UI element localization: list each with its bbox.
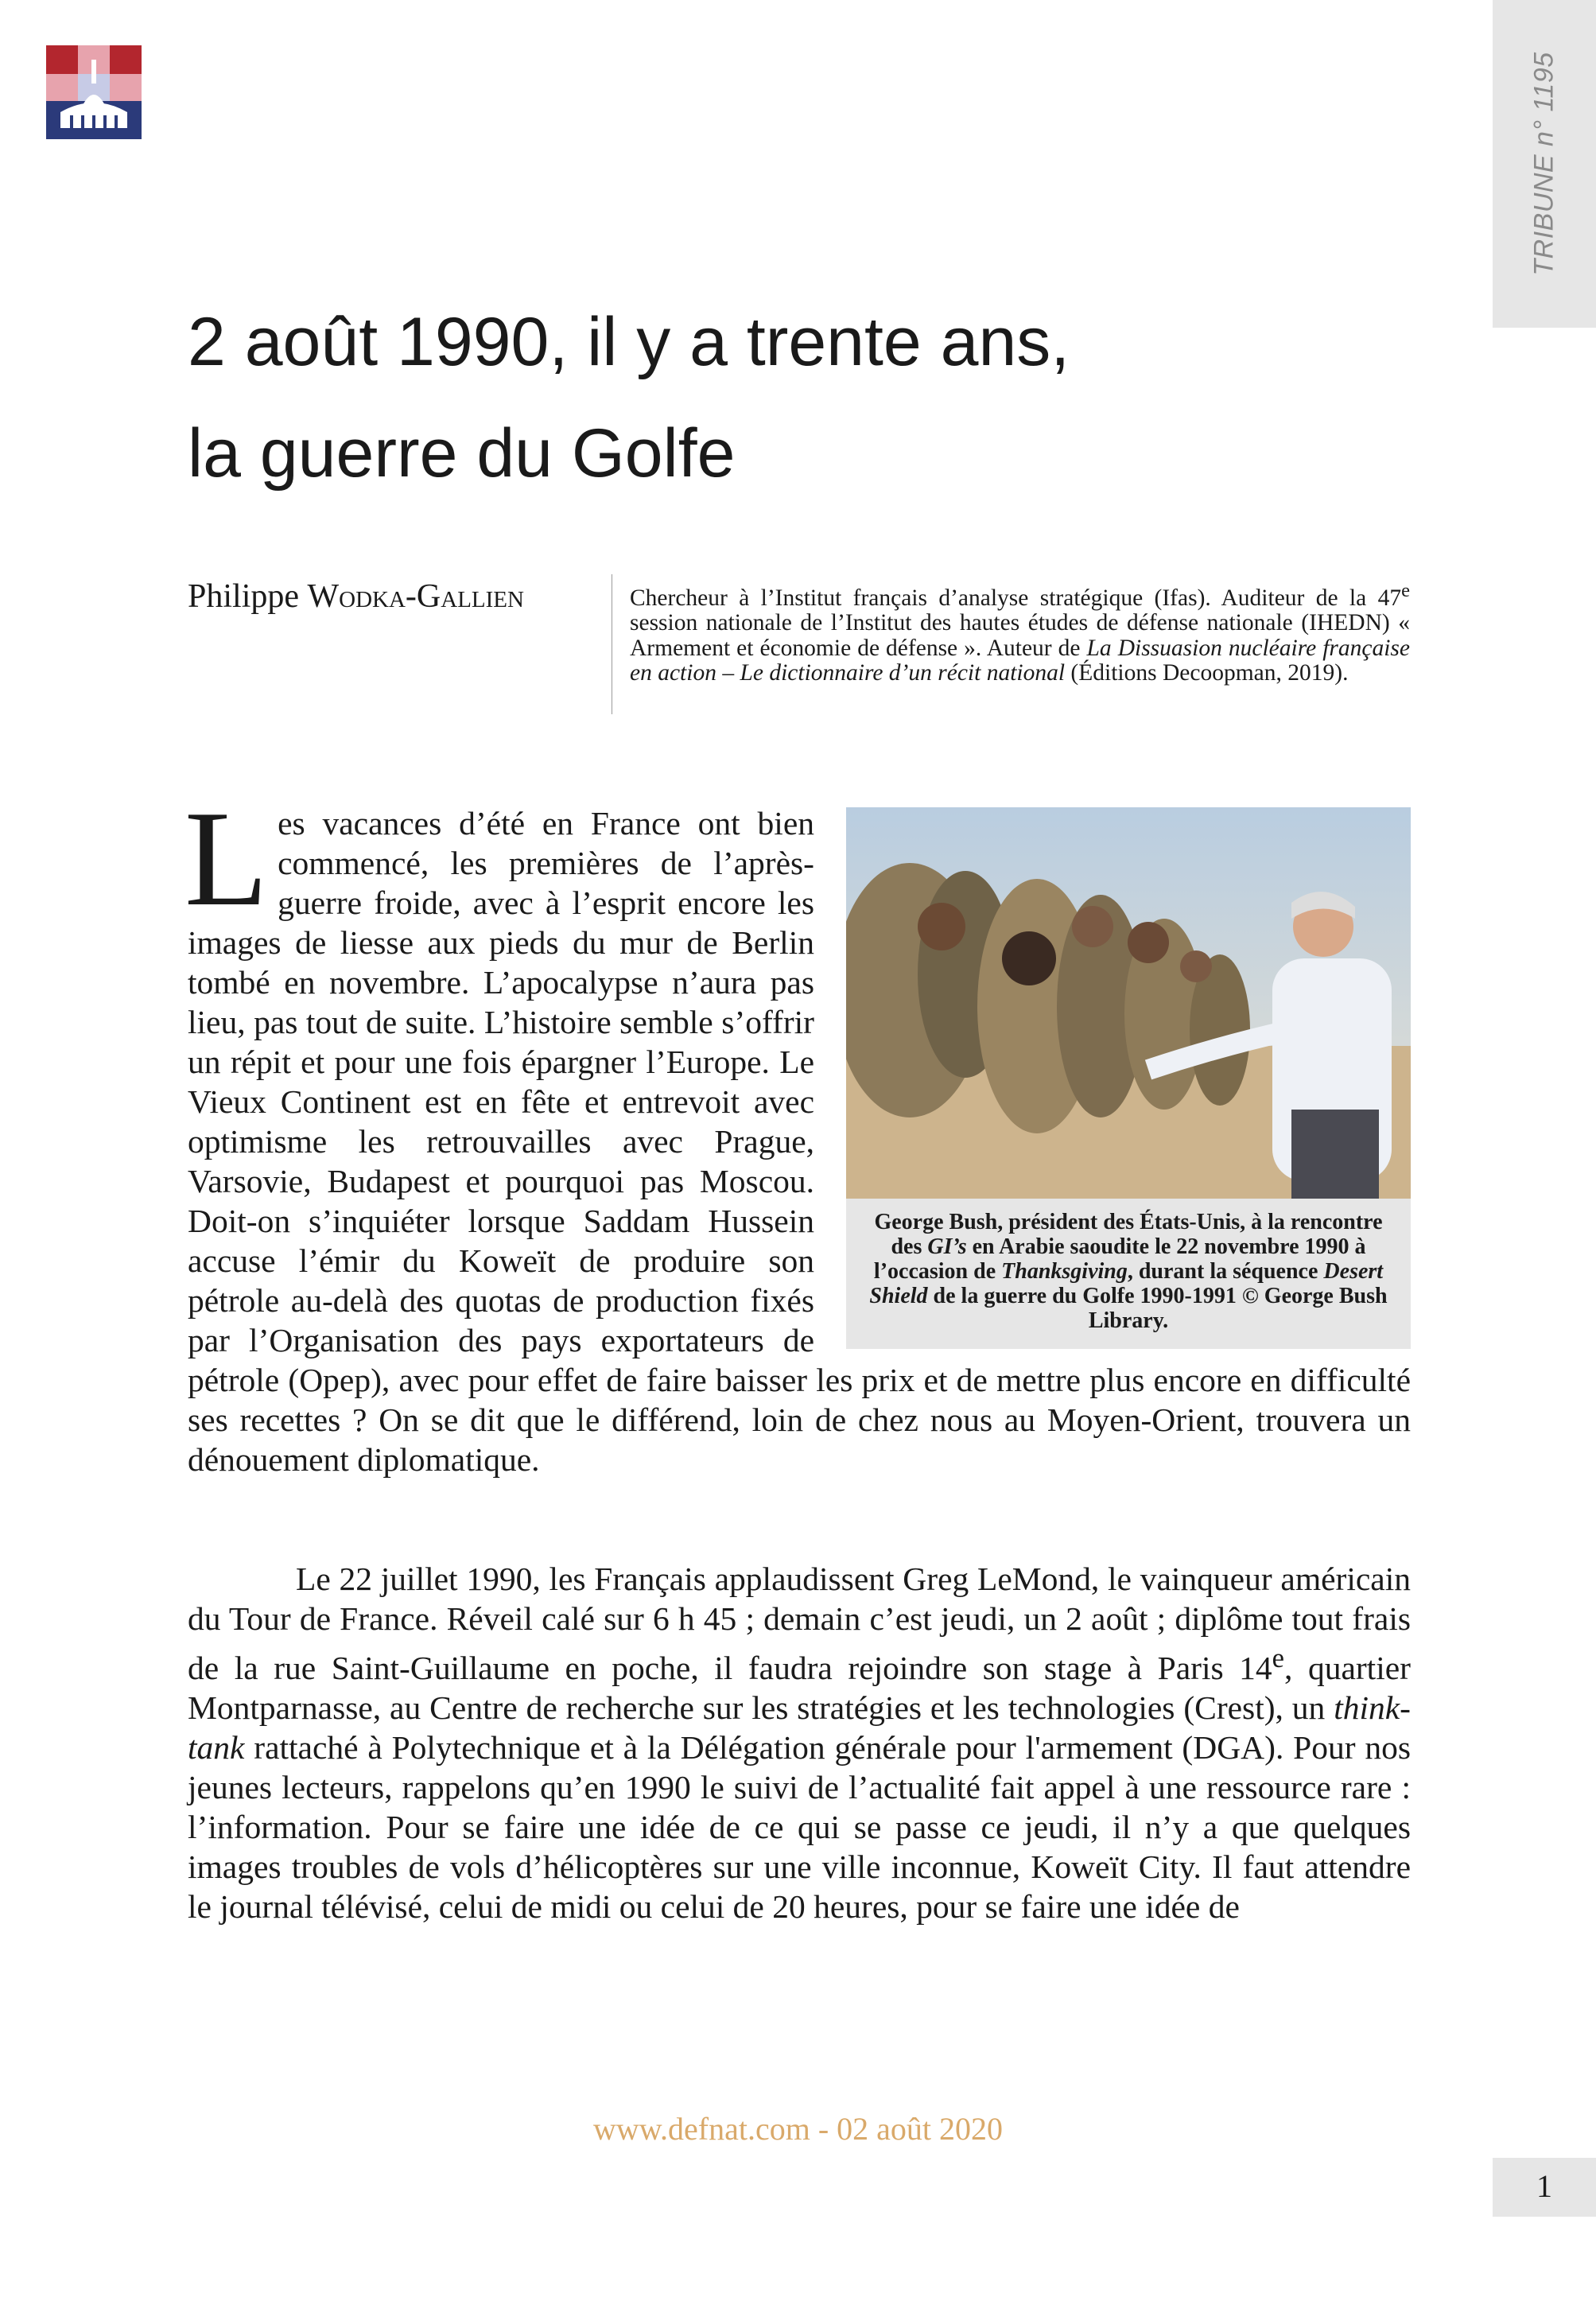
- paragraph-1: [184, 783, 1411, 1479]
- article-title-line-1: 2 août 1990, il y a trente ans,: [188, 304, 1070, 380]
- tribune-number-label: TRIBUNE n° 1195: [1528, 52, 1559, 276]
- institution-emblem-icon: [46, 45, 142, 139]
- article-title: [188, 286, 1301, 509]
- logo: [46, 45, 142, 139]
- author-first-name: Philippe: [188, 578, 308, 615]
- photo-caption: George Bush, président des États-Unis, à la rencontre des GI’s en Arabie saoudite le 22 novembre 1990 à l’occasion de Thanksgiving, durant la séquence Desert Shield de la guerre du Golfe 1990-1991 © George Bush Library.: [869, 1210, 1388, 1333]
- tribune-tab: [1493, 0, 1596, 328]
- george-bush-photo: [846, 807, 1411, 1199]
- author-bio: Chercheur à l’Institut français d’analyse stratégique (Ifas). Auditeur de la 47e session nationale de l’Institut des hautes études de défense nationale (IHEDN) « Armement et économie de défense ». Auteur de La Dissuasion nucléaire française en action – Le dictionnaire d’un récit national (Éditions Decoopman, 2019).: [630, 580, 1410, 686]
- book-title: La Dissuasion nucléaire française en action – Le dictionnaire d’un récit national: [630, 635, 1410, 686]
- photo-figure: [846, 807, 1411, 1349]
- footer-link[interactable]: www.defnat.com - 02 août 2020: [592, 2111, 1004, 2147]
- paragraph-1-text: es vacances d’été en France ont bien commencé, les premières de l’après-guerre froide, avec à l’esprit encore les images de liesse aux pieds du mur de Berlin tombé en novembre. L’apocalypse n’aura pas lieu, pas tout de suite. L’histoire semble s’offrir un répit et pour une fois épargner l’Europe. Le Vieux Continent est en fête et entrevoit avec optimisme les retrouvailles avec Prague, Varsovie, Budapest et pourquoi pas Moscou. Doit-on s’inquiéter lorsque Saddam Hussein accuse l’émir du Koweït de produire son pétrole au-delà des quotas de production fixés par l’Organisation des pays exportateurs de pétrole (Opep), avec pour effet de faire baisser les prix et de mettre plus encore en difficulté ses recettes ? On se dit que le différend, loin de chez nous au Moyen-Orient, trouvera un dénouement diplomatique.: [188, 805, 1411, 1478]
- page-number-box: [1493, 2158, 1596, 2217]
- paragraph-2: Le 22 juillet 1990, les Français applaudissent Greg LeMond, le vainqueur américain du Tour de France. Réveil calé sur 6 h 45 ; demain c’est jeudi, un 2 août ; diplôme tout frais de la rue Saint-Guillaume en poche, il faudra rejoindre son stage à Paris 14e, quartier Montparnasse, au Centre de recherche sur les stratégies et les technologies (Crest), un think-tank rattaché à Polytechnique et à la Délégation générale pour l'armement (DGA). Pour nos jeunes lecteurs, rappelons qu’en 1990 le suivi de l’actualité fait appel à une ressource rare : l’information. Pour se faire une idée de ce qui se passe ce jeudi, il n’y a que quelques images troubles de vols d’hélicoptères sur une ville inconnue, Koweït City. Il faut attendre le journal télévisé, celui de midi ou celui de 20 heures, pour se faire une idée de: [188, 1561, 1411, 1925]
- author-name: [188, 577, 524, 616]
- drop-cap: L: [184, 783, 269, 935]
- page-number: 1: [1536, 2168, 1552, 2204]
- article-title-line-2: la guerre du Golfe: [188, 415, 736, 492]
- article-body: [184, 783, 1411, 1926]
- author-last-name: Wodka-Gallien: [307, 578, 524, 615]
